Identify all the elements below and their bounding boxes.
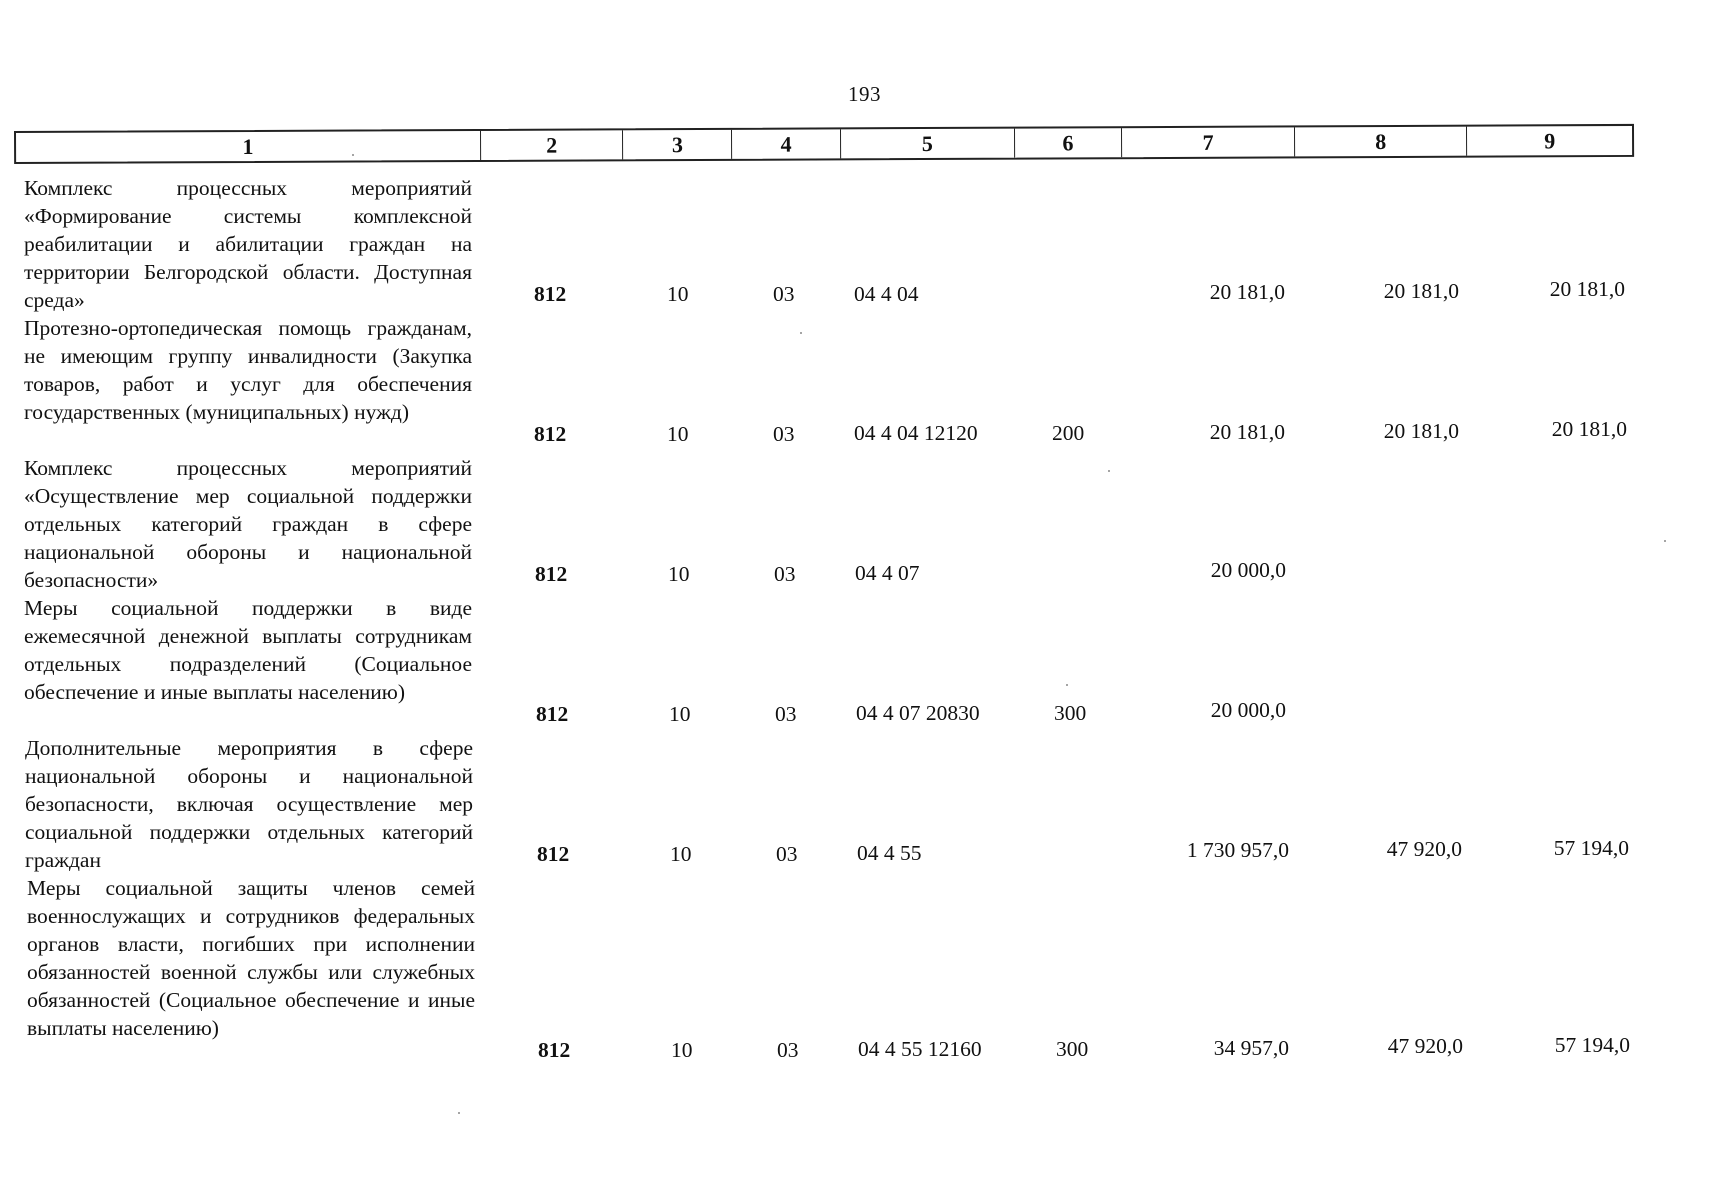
- cell-col-5: 04 4 07: [855, 561, 920, 585]
- scan-speck: [1664, 540, 1666, 542]
- header-col-9: 9: [1544, 128, 1556, 154]
- cell-col-2: 812: [537, 842, 570, 866]
- row-description: Протезно-ортопедическая помощь гражданам, не имеющим группу инвалидности (Закупка товаров, работ и услуг для обеспечения государственных (муниципальных) нужд): [24, 316, 472, 424]
- cell-col-8: 20 181,0: [1383, 279, 1459, 303]
- cell-col-4: 03: [776, 842, 798, 866]
- cell-col-4: 03: [773, 282, 795, 306]
- scan-speck: [458, 1112, 460, 1114]
- cell-col-9: 57 194,0: [1554, 1033, 1630, 1057]
- header-col-1: 1: [16, 131, 481, 162]
- cell-col-2: 812: [538, 1038, 571, 1062]
- header-col-6: 6: [1015, 128, 1123, 157]
- row-description: Дополнительные мероприятия в сфере национальной обороны и национальной безопасности, включая осуществление мер социальной поддержки отдельных категорий граждан: [25, 736, 473, 872]
- cell-col-5: 04 4 07 20830: [856, 701, 980, 725]
- cell-col-3: 10: [668, 562, 690, 586]
- cell-col-4: 03: [773, 422, 795, 446]
- cell-col-2: 812: [535, 562, 568, 586]
- cell-col-7: 1 730 957,0: [1186, 838, 1289, 862]
- cell-col-6: 300: [1056, 1037, 1089, 1061]
- table-header: [14, 124, 1634, 164]
- cell-col-5: 04 4 55: [857, 841, 922, 865]
- header-col-2: 2: [481, 130, 624, 160]
- row-description: Комплекс процессных мероприятий «Осуществление мер социальной поддержки отдельных категорий граждан в сфере национальной обороны и национальной безопасности»: [24, 456, 472, 592]
- scan-speck: [1108, 470, 1110, 472]
- cell-col-4: 03: [777, 1038, 799, 1062]
- cell-col-4: 03: [774, 562, 796, 586]
- row-description: Меры социальной поддержки в виде ежемесячной денежной выплаты сотрудникам отдельных подразделений (Социальное обеспечение и иные выплаты населению): [24, 596, 472, 704]
- cell-col-5: 04 4 04: [854, 282, 919, 306]
- header-col-3: 3: [623, 130, 732, 159]
- cell-col-7: 34 957,0: [1213, 1036, 1289, 1060]
- header-col-4: 4: [732, 129, 841, 158]
- cell-col-8: 47 920,0: [1387, 1034, 1463, 1058]
- cell-col-8: 20 181,0: [1383, 419, 1459, 443]
- cell-col-3: 10: [671, 1038, 693, 1062]
- cell-col-9: 20 181,0: [1551, 417, 1627, 441]
- cell-col-7: 20 181,0: [1209, 280, 1285, 304]
- header-col-8: 8: [1295, 127, 1468, 157]
- scan-speck: [1066, 684, 1068, 686]
- cell-col-3: 10: [667, 282, 689, 306]
- cell-col-6: 300: [1054, 701, 1087, 725]
- cell-col-5: 04 4 04 12120: [854, 421, 978, 445]
- cell-col-9: 20 181,0: [1549, 277, 1625, 301]
- cell-col-4: 03: [775, 702, 797, 726]
- cell-col-9: 57 194,0: [1553, 836, 1629, 860]
- cell-col-6: 200: [1052, 421, 1085, 445]
- cell-col-3: 10: [669, 702, 691, 726]
- cell-col-7: 20 000,0: [1210, 558, 1286, 582]
- cell-col-2: 812: [536, 702, 569, 726]
- header-col-5: 5: [841, 129, 1015, 159]
- scan-speck: [352, 154, 354, 156]
- cell-col-7: 20 181,0: [1209, 420, 1285, 444]
- cell-col-7: 20 000,0: [1210, 698, 1286, 722]
- row-description: Комплекс процессных мероприятий «Формирование системы комплексной реабилитации и абилитации граждан на территории Белгородской области. Доступная среда»: [24, 176, 472, 312]
- cell-col-3: 10: [670, 842, 692, 866]
- row-description: Меры социальной защиты членов семей военнослужащих и сотрудников федеральных органов власти, погибших при исполнении обязанностей военной службы или служебных обязанностей (Социальное обеспечение и иные выплаты населению): [27, 876, 475, 1040]
- header-col-7: 7: [1122, 127, 1295, 157]
- cell-col-2: 812: [534, 422, 567, 446]
- cell-col-2: 812: [534, 282, 567, 306]
- cell-col-3: 10: [667, 422, 689, 446]
- scan-speck: [800, 332, 802, 334]
- page-number: 193: [848, 82, 881, 106]
- cell-col-5: 04 4 55 12160: [858, 1037, 982, 1061]
- cell-col-8: 47 920,0: [1386, 837, 1462, 861]
